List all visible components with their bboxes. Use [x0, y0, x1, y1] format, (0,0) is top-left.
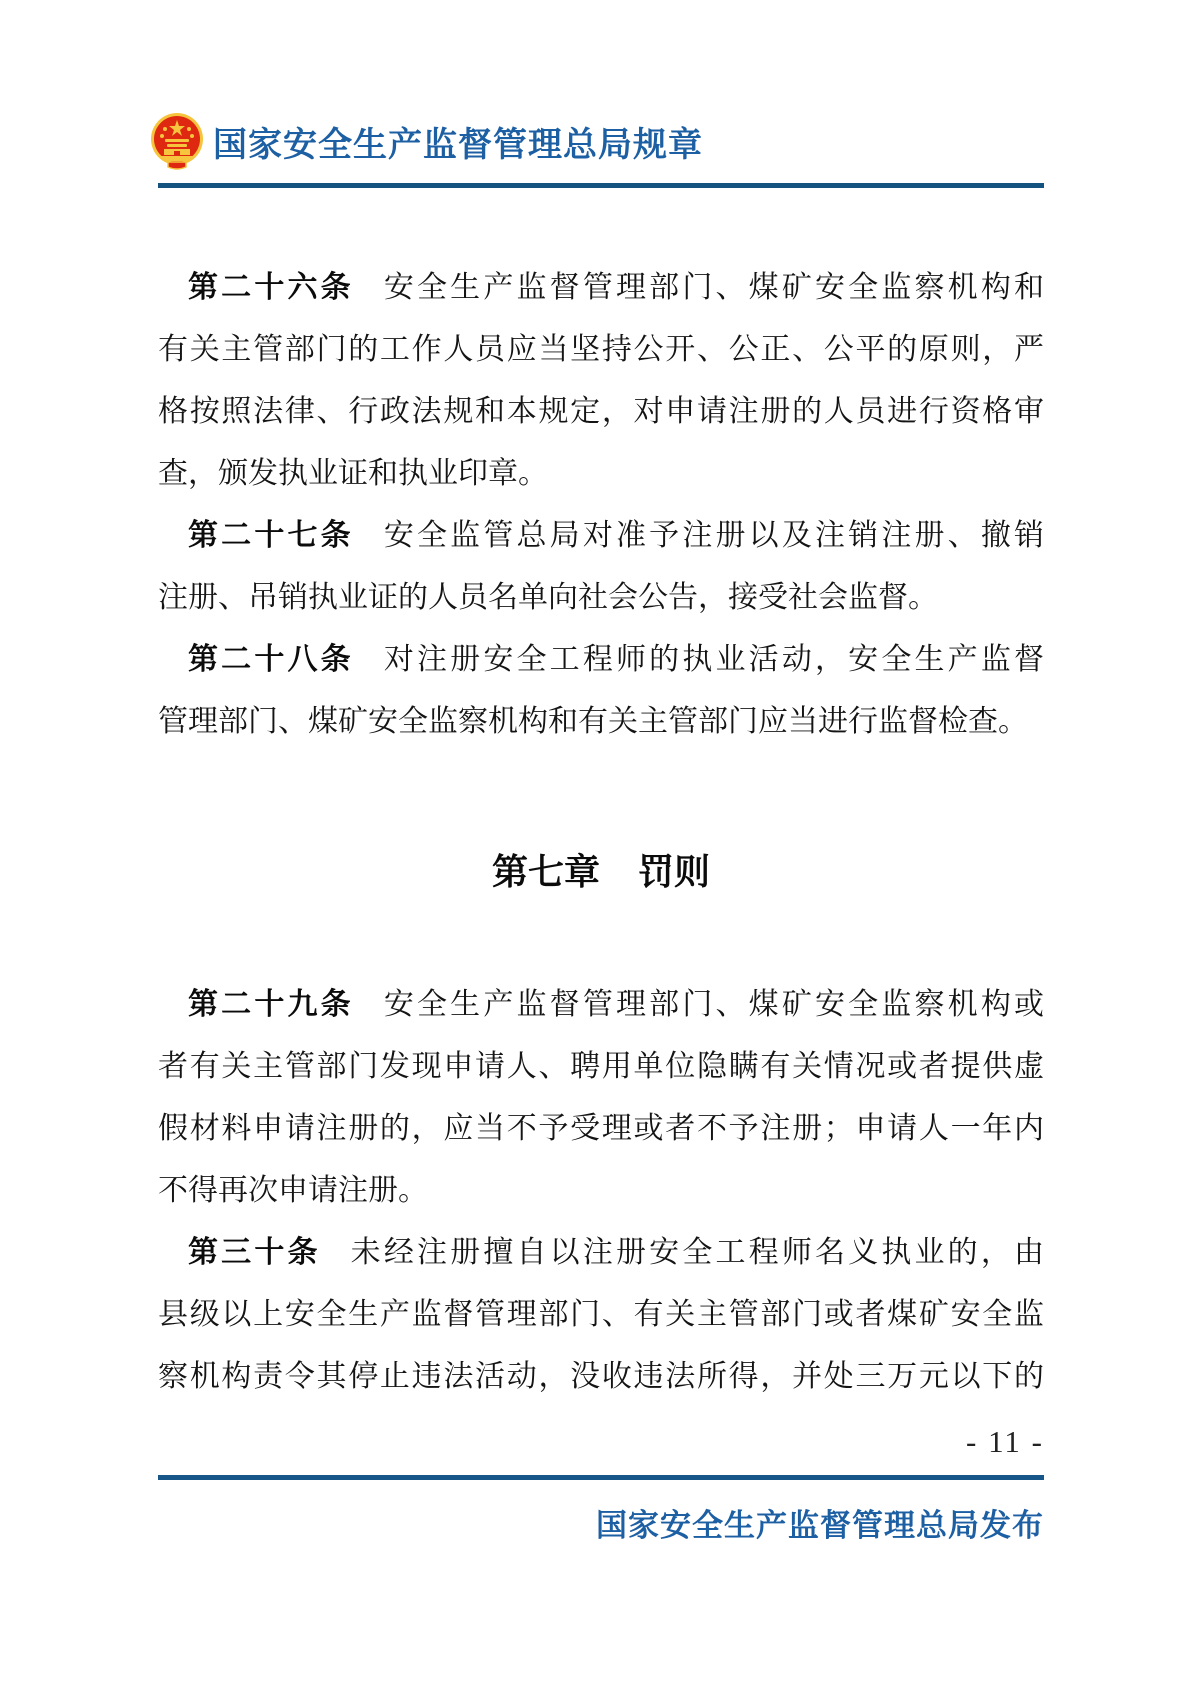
publisher-label: 国家安全生产监督管理总局发布: [596, 1508, 1044, 1543]
header-divider: [158, 183, 1044, 188]
article-text: 县级以上安全生产监督管理部门、有关主管部门或者煤矿安全监: [158, 1298, 1044, 1331]
article-text: 不得再次申请注册。: [158, 1174, 428, 1207]
article-number: 第二十六条: [188, 271, 354, 304]
page-header: [150, 112, 703, 170]
article-text: 未经注册擅自以注册安全工程师名义执业的，由: [350, 1236, 1045, 1269]
document-line: [158, 974, 1044, 1036]
chapter-heading: [158, 841, 1044, 903]
document-line: [158, 257, 1044, 319]
page-number: - 11 -: [966, 1424, 1044, 1459]
article-number: 第二十九条: [188, 988, 354, 1021]
document-line: [158, 1222, 1044, 1284]
document-line: [158, 1098, 1044, 1160]
article-text: 假材料申请注册的，应当不予受理或者不予注册；申请人一年内: [158, 1112, 1044, 1145]
article-number: 第三十条: [188, 1236, 321, 1269]
article-text: 有关主管部门的工作人员应当坚持公开、公正、公平的原则，严: [158, 333, 1044, 366]
document-line: [158, 1036, 1044, 1098]
chapter-number: 第七章: [491, 851, 600, 892]
document-line: [158, 691, 1044, 753]
document-line: [158, 381, 1044, 443]
article-text: 安全生产监督管理部门、煤矿安全监察机构和: [383, 271, 1045, 304]
article-text: 格按照法律、行政法规和本规定，对申请注册的人员进行资格审: [158, 395, 1044, 428]
article-text: 者有关主管部门发现申请人、聘用单位隐瞒有关情况或者提供虚: [158, 1050, 1044, 1083]
article-number: 第二十七条: [188, 519, 354, 552]
footer-divider: [158, 1475, 1044, 1480]
document-line: [158, 1160, 1044, 1222]
document-body: [158, 257, 1044, 1408]
document-line: [158, 567, 1044, 629]
article-text: 安全生产监督管理部门、煤矿安全监察机构或: [383, 988, 1045, 1021]
chapter-title: 罚则: [638, 851, 711, 892]
document-line: [158, 1284, 1044, 1346]
prc-national-emblem-icon: [150, 112, 204, 170]
article-text: 查，颁发执业证和执业印章。: [158, 457, 548, 490]
document-line: [158, 1346, 1044, 1408]
article-text: 注册、吊销执业证的人员名单向社会公告，接受社会监督。: [158, 581, 938, 614]
document-line: [158, 443, 1044, 505]
article-text: 察机构责令其停止违法活动，没收违法所得，并处三万元以下的: [158, 1360, 1044, 1393]
article-text: 管理部门、煤矿安全监察机构和有关主管部门应当进行监督检查。: [158, 705, 1028, 738]
article-number: 第二十八条: [188, 643, 354, 676]
document-line: [158, 629, 1044, 691]
article-text: 安全监管总局对准予注册以及注销注册、撤销: [383, 519, 1045, 552]
document-line: [158, 319, 1044, 381]
page-title: 国家安全生产监督管理总局规章: [213, 125, 703, 164]
article-text: 对注册安全工程师的执业活动，安全生产监督: [383, 643, 1045, 676]
document-line: [158, 505, 1044, 567]
